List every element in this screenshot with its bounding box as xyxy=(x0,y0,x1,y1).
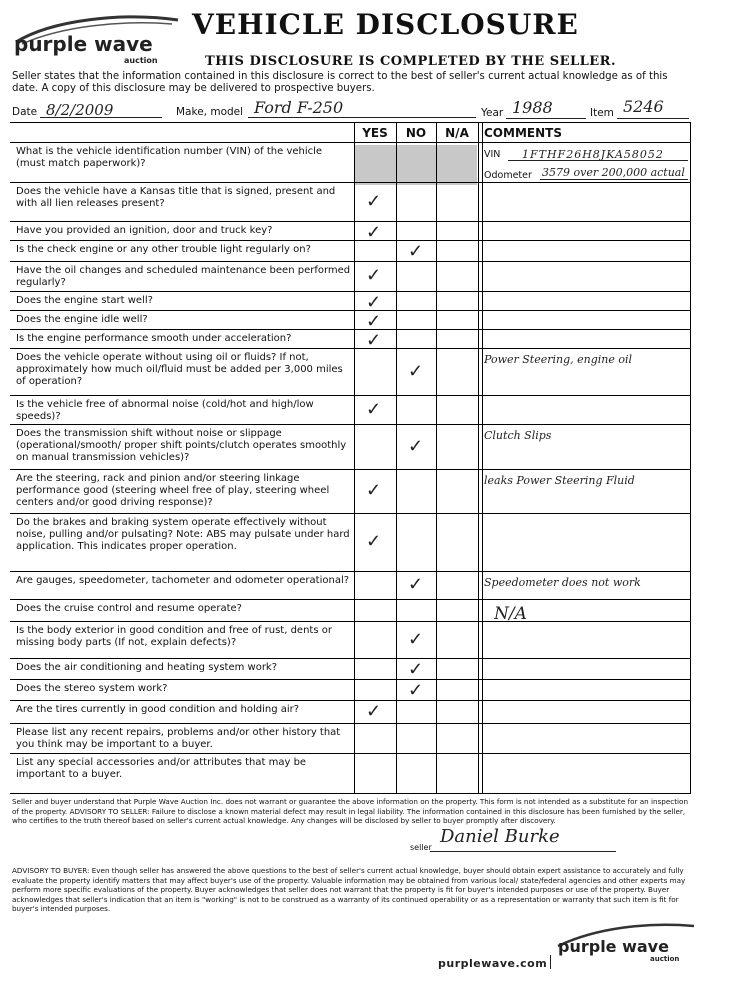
check-yes[interactable]: ✓ xyxy=(366,330,382,351)
divider-na-2 xyxy=(482,123,483,793)
check-no[interactable]: ✓ xyxy=(408,436,424,457)
question-text: Are the tires currently in good condition and holding air? xyxy=(16,704,300,715)
check-no[interactable]: ✓ xyxy=(408,629,424,650)
date-label: Date xyxy=(12,106,38,118)
question-text: Is the vehicle free of abnormal noise (cold/hot and high/low speeds)? xyxy=(16,399,314,422)
question-text: Is the body exterior in good condition and free of rust, dents or missing body parts (If not, explain defects)? xyxy=(16,625,332,648)
table-row xyxy=(10,142,690,182)
question-text: Have you provided an ignition, door and truck key? xyxy=(16,225,273,236)
logo-wordmark: purple wave xyxy=(14,32,153,56)
footer-sub: auction xyxy=(650,955,680,963)
page-subtitle: THIS DISCLOSURE IS COMPLETED BY THE SELLER. xyxy=(205,54,617,69)
table-row xyxy=(10,221,690,243)
table-row xyxy=(10,291,690,313)
table-row xyxy=(10,700,690,723)
table-row xyxy=(10,599,690,624)
table-row xyxy=(10,395,690,424)
footer-logo xyxy=(556,922,696,964)
divider-yes xyxy=(396,123,397,793)
check-yes[interactable]: ✓ xyxy=(366,311,382,332)
check-yes[interactable]: ✓ xyxy=(366,399,382,420)
check-yes[interactable]: ✓ xyxy=(366,480,382,501)
question-text: Does the vehicle have a Kansas title that is signed, present and with all lien releases present? xyxy=(16,186,336,209)
check-yes[interactable]: ✓ xyxy=(366,292,382,313)
comment-text: Clutch Slips xyxy=(484,429,552,442)
make-value: Ford F-250 xyxy=(254,98,344,117)
footer-divider xyxy=(550,955,551,969)
divider-question xyxy=(354,123,355,793)
divider-no xyxy=(436,123,437,793)
footer-wordmark: purple wave xyxy=(558,937,669,956)
header-na: N/A xyxy=(445,126,469,140)
page-title: VEHICLE DISCLOSURE xyxy=(192,8,579,41)
comment-text: Power Steering, engine oil xyxy=(484,353,633,366)
header-yes: YES xyxy=(362,126,388,140)
disclosure-table xyxy=(10,122,691,794)
table-row xyxy=(10,679,690,700)
vin-label: VIN xyxy=(484,149,501,160)
vin-value: 1FTHF26H8JKA58052 xyxy=(522,148,664,161)
check-yes[interactable]: ✓ xyxy=(366,531,382,552)
table-row xyxy=(10,513,690,571)
seller-signature: Daniel Burke xyxy=(440,826,560,847)
item-label: Item xyxy=(590,107,614,119)
make-label: Make, model xyxy=(176,106,244,118)
question-text: Does the vehicle operate without using oil or fluids? If not, approximately how much oil/fluid must be added per 3,000 miles of operation? xyxy=(16,352,343,387)
table-row xyxy=(10,310,690,332)
question-text: Are gauges, speedometer, tachometer and odometer operational? xyxy=(16,575,350,586)
logo xyxy=(12,12,182,64)
intro-text: Seller states that the information contained in this disclosure is correct to the best of seller's current actual knowledge as of this date. A copy of this disclosure may be delivered to prospective buyers. xyxy=(12,71,668,94)
odometer-label: Odometer xyxy=(484,170,532,181)
question-text: List any special accessories and/or attributes that may be important to a buyer. xyxy=(16,757,307,780)
check-no[interactable]: ✓ xyxy=(408,680,424,701)
table-row xyxy=(10,240,690,261)
odometer-value: 3579 over 200,000 actual xyxy=(542,166,685,179)
question-text: Is the engine performance smooth under acceleration? xyxy=(16,333,292,344)
question-text: Does the transmission shift without noise or slippage (operational/smooth/ proper shift points/clutch operates smoothly on manual transmission vehicles)? xyxy=(16,428,347,463)
year-line xyxy=(506,98,586,119)
header-no: NO xyxy=(405,126,427,140)
question-text: What is the vehicle identification number (VIN) of the vehicle (must match paperwork)? xyxy=(16,146,323,169)
question-text: Does the cruise control and resume operate? xyxy=(16,603,242,614)
question-text: Please list any recent repairs, problems and/or other history that you think may be important to a buyer. xyxy=(16,727,341,750)
item-line xyxy=(617,97,689,119)
footer-url[interactable]: purplewave.com xyxy=(438,957,548,970)
table-row xyxy=(10,723,690,753)
question-text: Does the engine idle well? xyxy=(16,314,148,325)
table-row xyxy=(10,753,690,783)
check-yes[interactable]: ✓ xyxy=(366,222,382,243)
advisory-text: ADVISORY TO BUYER: Even though seller has answered the above questions to the best of seller's current actual knowledge, buyer should obtain expert assistance to accurately and fully evaluate the property identify matters that may affect buyer's use of the property. Valuable information may be obtained from various local/ state/federal agencies and other experts may perform more specific evaluations of the property. Buyer acknowledges that seller does not warrant that the property is fit for buyer's intended purposes or use of the property. Buyer acknowledges that seller's indication that an item is "working" is not to be construed as a warranty of its continued operability or as a representation or warranty that such item is fit for buyer's intended purposes. xyxy=(12,866,686,913)
question-text: Does the engine start well? xyxy=(16,295,153,306)
table-row xyxy=(10,571,690,599)
check-yes[interactable]: ✓ xyxy=(366,191,382,212)
table-row xyxy=(10,261,690,291)
question-text: Have the oil changes and scheduled maintenance been performed regularly? xyxy=(16,265,351,288)
check-no[interactable]: ✓ xyxy=(408,659,424,680)
make-line xyxy=(248,98,476,118)
check-no[interactable]: ✓ xyxy=(408,241,424,262)
table-row xyxy=(10,182,690,221)
table-row xyxy=(10,424,690,469)
question-text: Does the air conditioning and heating system work? xyxy=(16,662,278,673)
question-text: Does the stereo system work? xyxy=(16,683,168,694)
year-value: 1988 xyxy=(512,98,553,117)
year-label: Year xyxy=(481,107,504,119)
comment-text: N/A xyxy=(494,604,527,624)
comment-text: Speedometer does not work xyxy=(484,576,641,589)
seller-signature-line xyxy=(430,826,616,852)
logo-sub: auction xyxy=(124,56,158,65)
table-row xyxy=(10,621,690,658)
date-value: 8/2/2009 xyxy=(46,101,114,119)
divider-na xyxy=(478,123,479,793)
table-row xyxy=(10,469,690,513)
check-no[interactable]: ✓ xyxy=(408,361,424,382)
item-value: 5246 xyxy=(623,97,664,116)
check-no[interactable]: ✓ xyxy=(408,574,424,595)
check-yes[interactable]: ✓ xyxy=(366,701,382,722)
legal-text: Seller and buyer understand that Purple Wave Auction Inc. does not warrant or guarantee the above information on the property. This form is not intended as a substitute for an inspection of the property. ADVISORY TO SELLER: Failure to disclose a known material defect may result in legal liability. The information contained in this disclosure has been furnished by the seller, who certifies to the truth thereof based on seller's current actual knowledge. Any changes will be disclosed by seller to buyer promptly after discovery. xyxy=(12,797,688,825)
table-row xyxy=(10,329,690,351)
comment-text: leaks Power Steering Fluid xyxy=(484,474,635,487)
check-yes[interactable]: ✓ xyxy=(366,265,382,286)
table-row xyxy=(10,658,690,679)
seller-label: seller xyxy=(410,843,432,852)
date-line xyxy=(40,100,162,118)
header-comments: COMMENTS xyxy=(484,126,562,140)
question-text: Is the check engine or any other trouble light regularly on? xyxy=(16,244,311,255)
table-row xyxy=(10,348,690,395)
question-text: Are the steering, rack and pinion and/or steering linkage performance good (steering wheel free of play, steering wheel centers and/or good driving response)? xyxy=(16,473,330,508)
question-text: Do the brakes and braking system operate effectively without noise, pulling and/or pulsating? Note: ABS may pulsate under hard application. This indicates proper operation. xyxy=(16,517,350,552)
